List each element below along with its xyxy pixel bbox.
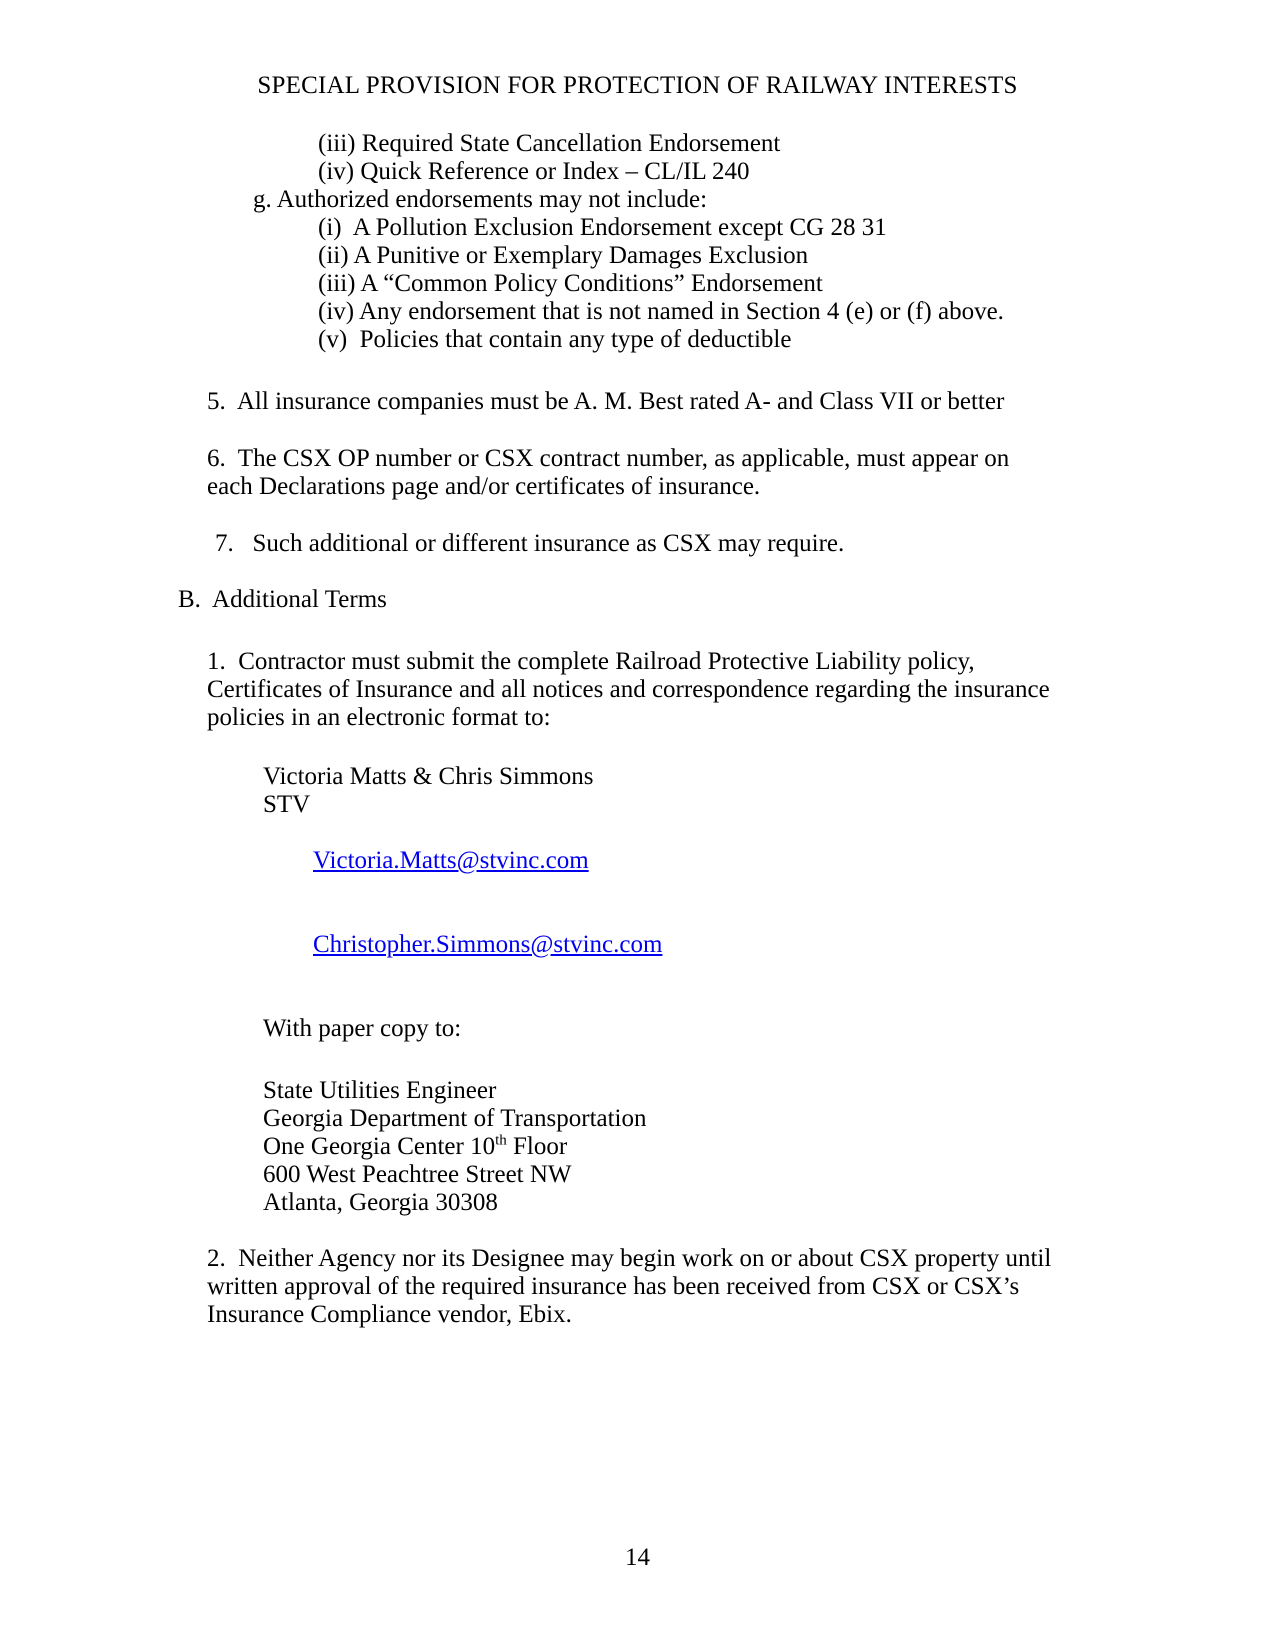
address-line-city: Atlanta, Georgia 30308 bbox=[263, 1189, 498, 1216]
paragraph-item-6-line-1: 6. The CSX OP number or CSX contract number, as applicable, must appear on bbox=[207, 445, 1010, 472]
paragraph-item-1-line-2: Certificates of Insurance and all notices and correspondence regarding the insurance bbox=[207, 676, 1050, 703]
address-line-department: Georgia Department of Transportation bbox=[263, 1105, 647, 1132]
list-item-g: g. Authorized endorsements may not include: bbox=[253, 186, 708, 213]
email-link-victoria-matts[interactable]: Victoria.Matts@stvinc.com bbox=[313, 847, 589, 874]
address-line-building: One Georgia Center 10th Floor bbox=[263, 1132, 568, 1160]
address-line-street: 600 West Peachtree Street NW bbox=[263, 1161, 572, 1188]
list-item-g-v: (v) Policies that contain any type of deductible bbox=[318, 326, 792, 353]
paragraph-item-1 bbox=[0, 648, 1275, 732]
paragraph-item-2-line-1: 2. Neither Agency nor its Designee may begin work on or about CSX property until bbox=[207, 1245, 1052, 1272]
paragraph-item-7: 7. Such additional or different insurance as CSX may require. bbox=[215, 530, 845, 557]
paragraph-item-2 bbox=[0, 1245, 1275, 1329]
contact-names: Victoria Matts & Chris Simmons bbox=[263, 763, 594, 790]
list-item-g-iv: (iv) Any endorsement that is not named in Section 4 (e) or (f) above. bbox=[318, 298, 1004, 325]
paragraph-item-2-line-2: written approval of the required insurance has been received from CSX or CSX’s bbox=[207, 1273, 1020, 1300]
contact-block bbox=[0, 763, 1275, 987]
list-item-f-iii: (iii) Required State Cancellation Endorsement bbox=[318, 130, 781, 157]
paragraph-item-6 bbox=[0, 445, 1275, 501]
paper-copy-label: With paper copy to: bbox=[263, 1015, 462, 1042]
contact-company: STV bbox=[263, 791, 311, 818]
list-item-f-iv: (iv) Quick Reference or Index – CL/IL 240 bbox=[318, 158, 750, 185]
endorsement-list bbox=[0, 130, 1275, 354]
list-item-g-iii: (iii) A “Common Policy Conditions” Endorsement bbox=[318, 270, 823, 297]
list-item-g-i: (i) A Pollution Exclusion Endorsement except CG 28 31 bbox=[318, 214, 887, 241]
email-link-christopher-simmons[interactable]: Christopher.Simmons@stvinc.com bbox=[313, 931, 663, 958]
paragraph-item-6-line-2: each Declarations page and/or certificates of insurance. bbox=[207, 473, 761, 500]
paragraph-item-2-line-3: Insurance Compliance vendor, Ebix. bbox=[207, 1301, 572, 1328]
page-number: 14 bbox=[625, 1544, 650, 1571]
address-line-recipient: State Utilities Engineer bbox=[263, 1077, 497, 1104]
section-b-heading: B. Additional Terms bbox=[178, 586, 387, 613]
list-item-g-ii: (ii) A Punitive or Exemplary Damages Exclusion bbox=[318, 242, 809, 269]
document-title: SPECIAL PROVISION FOR PROTECTION OF RAILWAY INTERESTS bbox=[257, 72, 1018, 99]
paragraph-item-1-line-3: policies in an electronic format to: bbox=[207, 704, 551, 731]
ordinal-superscript: th bbox=[495, 1132, 507, 1149]
paragraph-item-1-line-1: 1. Contractor must submit the complete Railroad Protective Liability policy, bbox=[207, 648, 975, 675]
paragraph-item-5: 5. All insurance companies must be A. M. Best rated A- and Class VII or better bbox=[207, 388, 1005, 415]
address-block bbox=[0, 1077, 1275, 1217]
